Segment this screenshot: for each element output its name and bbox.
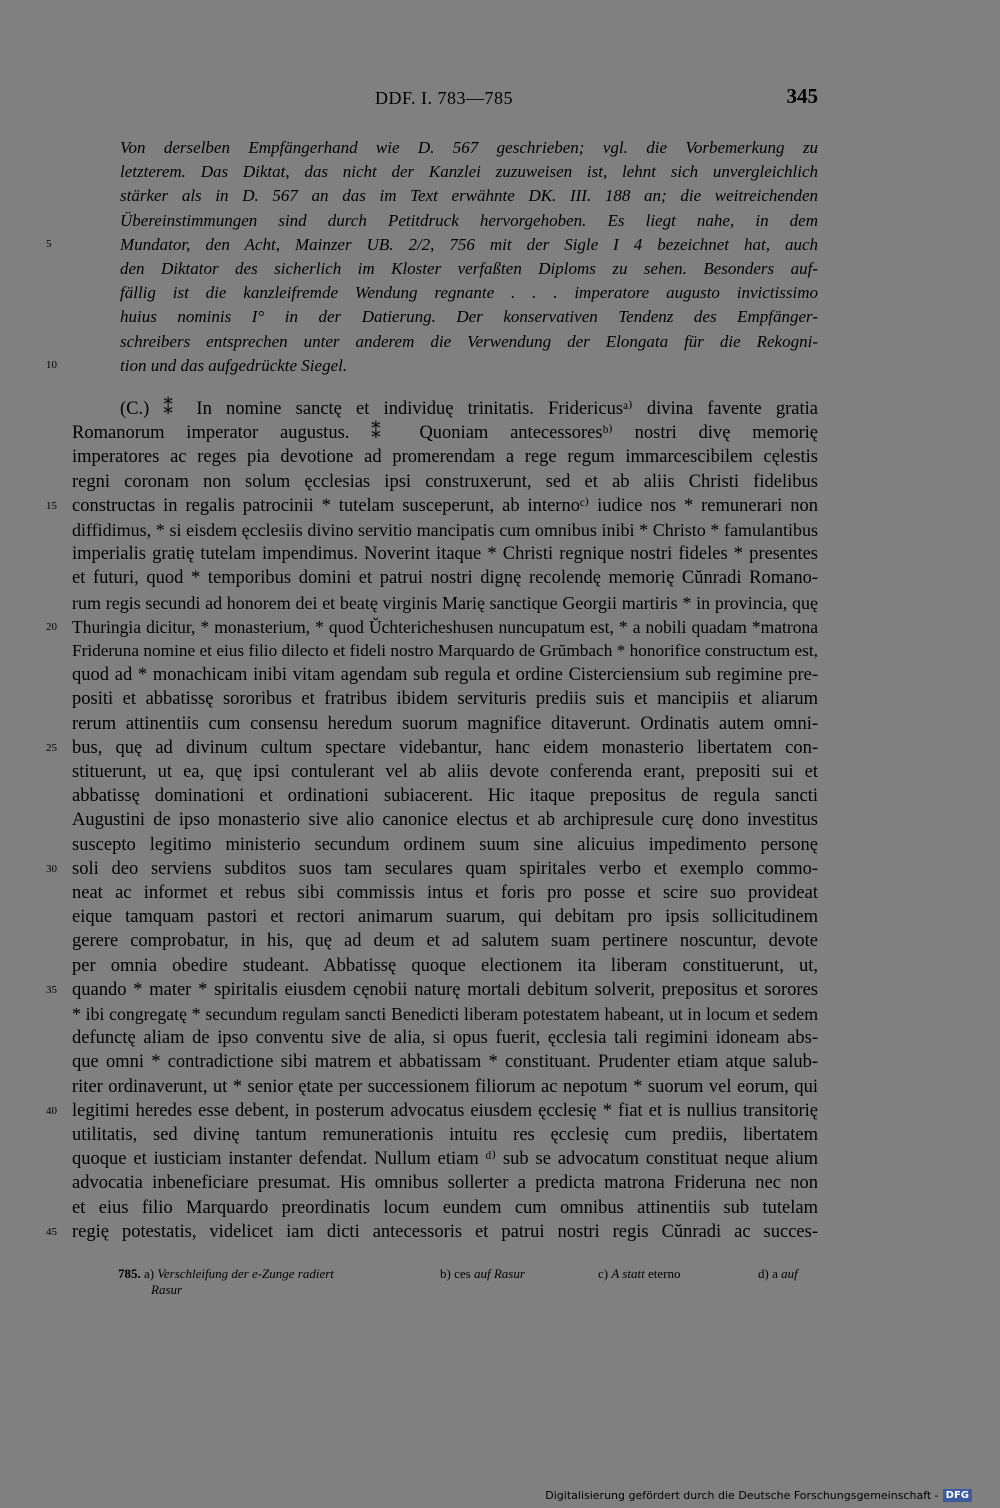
text-line: advocatia inbeneficiare presumat. His omnibus sollerter a predicta matrona Frideruna nec non <box>72 1173 818 1194</box>
prelim-line: huius nominis I° in der Datierung. Der konservativen Tendenz des Empfänger- <box>120 307 818 327</box>
text-line: positi et abbatissę sororibus et fratribus ibidem servituris prediis suis et mancipiis et aliarum <box>72 689 818 710</box>
footnote-b-note: auf Rasur <box>473 1266 525 1281</box>
text-line: et eius filio Marquardo preordinatis locum eundem cum omnibus attinentiis sub tutelam <box>72 1197 818 1218</box>
text-line: stituerunt, ut ea, quę ipsi contulerant vel ab aliis devote conferenda erant, prepositi sui et <box>72 762 818 782</box>
text-line: utilitatis, sed divinę tantum remunerationis intuitu res ęcclesię cum prediis, libertatem <box>72 1125 818 1145</box>
footnote-d-label: d) <box>758 1266 769 1281</box>
text-line: diffidimus, * si eisdem ęcclesiis divino servitio mancipatis cum omnibus inibi * Christo * famulantibus <box>72 520 818 540</box>
text-line: eique tamquam pastori et rectori animarum suarum, qui debitam pro ipsis sollicitudinem <box>72 907 818 928</box>
line-number: 35 <box>46 983 57 996</box>
text-line: suscepto legitimo ministerio secundum ordinem suum sine alicuius impedimento personę <box>72 834 818 855</box>
text-line: que omni * contradictione sibi matrem et abbatissam * constituant. Prudenter etiam atque salub- <box>72 1052 818 1073</box>
text-line: quando * mater * spiritalis eiusdem cęnobii naturę mortali debitum solverit, prepositus et sorores <box>72 979 818 1000</box>
prelim-line: Von derselben Empfängerhand wie D. 567 geschrieben; vgl. die Vorbemerkung zu <box>120 138 818 157</box>
text-line: Romanorum imperator augustus. ⁑ Quoniam antecessoresᵇ⁾ nostri divę memorię <box>72 423 818 444</box>
running-head: DDF. I. 783—785 <box>374 88 514 108</box>
text-line: Frideruna nomine et eius filio dilecto et fideli nostro Marquardo de Grŭmbach * honorifice constructum est, <box>72 641 818 660</box>
text-line: Thuringia dicitur, * monasterium, * quod Ŭchtericheshusen nuncupatum est, * a nobili quadam *matrona <box>72 616 818 637</box>
text-line: bus, quę ad divinum cultum spectare videbantur, hanc eidem monasterio libertatem con- <box>72 737 818 758</box>
text-line: rum regis secundi ad honorem dei et beatę virginis Marię sanctique Georgii martiris * in provincia, quę <box>72 592 818 613</box>
text-line: regię potestatis, videlicet iam dicti antecessoris et patrui nostri regis Cŭnradi ac succes- <box>72 1221 818 1242</box>
text-line: (C.) ⁑ In nomine sanctę et individuę trinitatis. Fridericusᵃ⁾ divina favente gratia <box>120 399 818 419</box>
text-line: riter ordinaverunt, ut * senior ętate per successionem filiorum ac nepotum * suorum vel eorum, qui <box>72 1076 818 1097</box>
text-line: per omnia obedire studeant. Abbatissę quoque electionem ita liberam constituerunt, ut, <box>72 955 818 976</box>
footnote-a <box>118 1266 334 1282</box>
footnote-number: 785. <box>118 1266 141 1281</box>
text-line: legitimi heredes esse debent, in posterum advocatus eiusdem ęcclesię * fiat et is nullius transitorię <box>72 1100 818 1121</box>
line-number: 30 <box>46 862 57 875</box>
text-line: et futuri, quod * temporibus domini et patrui nostri dignę recolendę memorię Cŭnradi Romano- <box>72 568 818 589</box>
text-line: rerum attinentiis cum consensu heredum suorum magnifice ditaverunt. Ordinatis autem omni- <box>72 713 818 734</box>
line-number: 10 <box>46 358 57 371</box>
footnote-a-text: Verschleifung der e-Zunge radiert <box>157 1266 334 1281</box>
text-line: regni coronam non solum ęcclesias ipsi construxerunt, sed et ab aliis Christi fidelibus <box>72 471 818 492</box>
prelim-line: Mundator, den Acht, Mainzer UB. 2/2, 756 mit der Sigle I 4 bezeichnet hat, auch <box>120 234 818 254</box>
text-line: soli deo serviens subditos suos tam seculares quam spiritales verbo et exemplo commo- <box>72 858 818 879</box>
prelim-line: tion und das aufgedrückte Siegel. <box>120 355 348 375</box>
text-line: gerere comprobatur, in his, quę ad deum et ad salutem suam pertinere noscuntur, devote <box>72 931 818 952</box>
footnote-b-text: ces <box>454 1266 471 1281</box>
line-number: 5 <box>46 237 52 250</box>
prelim-line: den Diktator des sicherlich im Kloster verfaßten Diploms zu sehen. Besonders auf- <box>120 259 818 278</box>
dfg-logo: DFG <box>943 1489 972 1502</box>
prelim-line: Übereinstimmungen sind durch Petitdruck hervorgehoben. Es liegt nahe, in dem <box>120 210 818 230</box>
text-line: quoque et iusticiam instanter defendat. Nullum etiam ᵈ⁾ sub se advocatum constituat neque alium <box>72 1149 818 1170</box>
footnote-d-note: auf <box>781 1266 798 1281</box>
text-line: constructas in regalis patrocinii * tutelam susceperunt, ab internoᶜ⁾ iudice nos * remunerari non <box>72 495 818 516</box>
text-line: Augustini de ipso monasterio sive alio canonice electus et ab archipresule curę dono investitus <box>72 810 818 831</box>
text-line: imperatores ac reges pia devotione ad promerendam a rege regum immarcescibilem cęlestis <box>72 447 818 468</box>
footnote-a-label: a) <box>144 1266 155 1281</box>
page-number: 345 <box>786 84 818 108</box>
line-number: 15 <box>46 499 57 512</box>
footnote-c-word: eterno <box>647 1266 681 1281</box>
text-line: imperialis gratię tutelam impendimus. Noverint itaque * Christi regnique nostri fideles * presentes <box>72 544 818 565</box>
prelim-line: letzterem. Das Diktat, das nicht der Kanzlei zuzuweisen ist, lehnt sich unvergleichlich <box>120 162 818 182</box>
text-line: defunctę aliam de ipso conventu sive de alia, si opus fuerit, ęcclesia tali regimini idoneam abs- <box>72 1028 818 1049</box>
prelim-line: stärker als in D. 567 an das im Text erwähnte DK. III. 188 an; die weitreichenden <box>120 186 818 206</box>
page-header <box>70 84 818 114</box>
footer-credit <box>545 1489 972 1502</box>
footnote-c-label: c) <box>598 1266 609 1281</box>
text-line: quod ad * monachicam inibi vitam agendam sub regula et ordine Cisterciensium sub regimine pre- <box>72 665 818 686</box>
line-number: 20 <box>46 620 57 633</box>
footnote-a-cont: Rasur <box>151 1282 183 1297</box>
text-line: neat ac informet et rebus sibi commissis intus et foris pro posse et scire suo provideat <box>72 883 818 903</box>
line-number: 40 <box>46 1104 57 1117</box>
line-number: 25 <box>46 741 57 754</box>
footnote-c-text: A statt <box>611 1266 645 1281</box>
credit-text: Digitalisierung gefördert durch die Deutsche Forschungsgemeinschaft - <box>545 1489 939 1502</box>
prelim-line: fällig ist die kanzleifremde Wendung regnante . . . imperatore augusto invictissimo <box>120 283 818 303</box>
footnote-b <box>440 1266 525 1282</box>
line-number: 45 <box>46 1225 57 1238</box>
prelim-line: schreibers entsprechen unter anderem die Verwendung der Elongata für die Rekogni- <box>120 331 818 351</box>
text-line: * ibi congregatę * secundum regulam sancti Benedicti liberam potestatem habeant, ut in locum et sedem <box>72 1004 818 1024</box>
footnote-d <box>758 1266 798 1282</box>
footnote-c <box>598 1266 680 1282</box>
text-line: abbatissę dominationi et ordinationi subiacerent. Hic itaque prepositus de regula sancti <box>72 786 818 807</box>
footnote-d-text: a <box>772 1266 778 1281</box>
footnote-b-label: b) <box>440 1266 451 1281</box>
